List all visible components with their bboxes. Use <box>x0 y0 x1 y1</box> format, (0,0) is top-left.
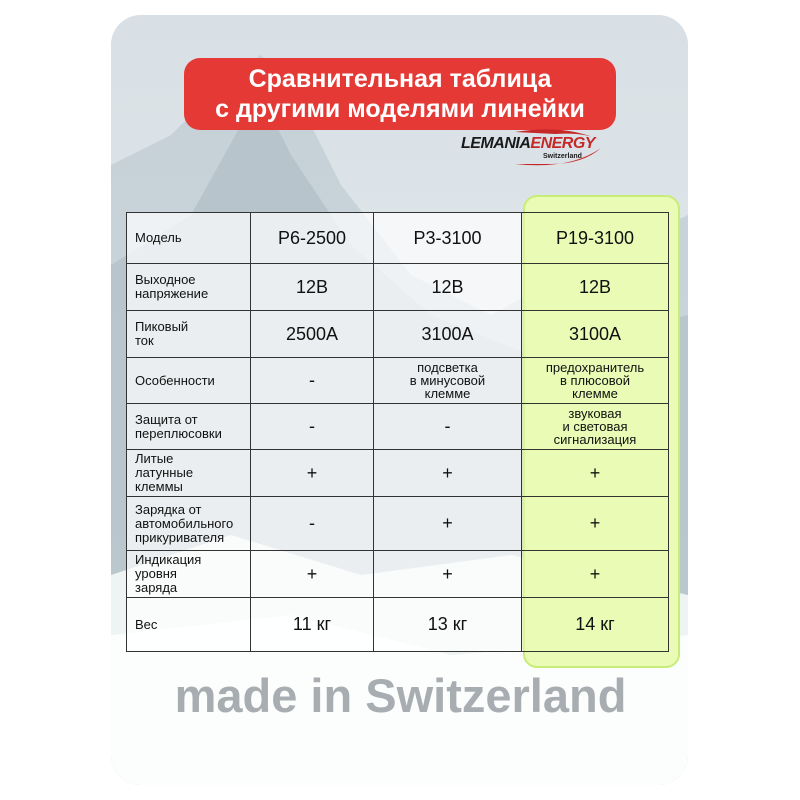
table-cell: 12В <box>251 264 374 311</box>
row-label: Защита от переплюсовки <box>127 404 251 450</box>
table-cell: 12В <box>374 264 522 311</box>
table-cell: - <box>251 404 374 450</box>
highlight-cell: 14 кг <box>522 598 669 652</box>
highlight-cell: + <box>522 551 669 598</box>
table-cell: + <box>251 450 374 497</box>
table-cell: - <box>374 404 522 450</box>
highlight-cell: 3100А <box>522 311 669 358</box>
title-line-1: Сравнительная таблица <box>248 65 552 93</box>
table-row <box>127 497 669 551</box>
highlight-cell: + <box>522 497 669 551</box>
row-label: Особенности <box>127 358 251 404</box>
row-label: Зарядка от автомобильного прикуривателя <box>127 497 251 551</box>
brand-logo <box>455 126 605 168</box>
row-label: Вес <box>127 598 251 652</box>
title-banner <box>184 58 616 130</box>
table-cell: 13 кг <box>374 598 522 652</box>
table-row <box>127 551 669 598</box>
logo-brand-part1: LEMANIA <box>461 135 531 152</box>
table-cell: 2500А <box>251 311 374 358</box>
table-row <box>127 358 669 404</box>
logo-brand-part2: ENERGY <box>530 135 595 152</box>
comparison-table <box>126 212 669 652</box>
table-cell: - <box>251 358 374 404</box>
table-row <box>127 404 669 450</box>
table-cell: P6-2500 <box>251 213 374 264</box>
table-cell: + <box>374 497 522 551</box>
table-cell: P3-3100 <box>374 213 522 264</box>
row-label: Модель <box>127 213 251 264</box>
table-row <box>127 213 669 264</box>
title-line-2: с другими моделями линейки <box>215 95 585 123</box>
highlight-cell: предохранитель в плюсовой клемме <box>522 358 669 404</box>
table-cell: 3100А <box>374 311 522 358</box>
table-row <box>127 264 669 311</box>
logo-brand-text <box>461 135 595 153</box>
highlight-cell: P19-3100 <box>522 213 669 264</box>
table-cell: + <box>374 551 522 598</box>
table-row <box>127 598 669 652</box>
highlight-cell: звуковая и световая сигнализация <box>522 404 669 450</box>
table-cell: + <box>374 450 522 497</box>
row-label: Пиковый ток <box>127 311 251 358</box>
table-row <box>127 450 669 497</box>
table-cell: - <box>251 497 374 551</box>
highlight-cell: 12В <box>522 264 669 311</box>
table-row <box>127 311 669 358</box>
table-cell: подсветка в минусовой клемме <box>374 358 522 404</box>
table-cell: + <box>251 551 374 598</box>
row-label: Выходное напряжение <box>127 264 251 311</box>
logo-subtext: Switzerland <box>543 153 582 160</box>
table-cell: 11 кг <box>251 598 374 652</box>
row-label: Индикация уровня заряда <box>127 551 251 598</box>
highlight-cell: + <box>522 450 669 497</box>
row-label: Литые латунные клеммы <box>127 450 251 497</box>
made-in-switzerland-text: made in Switzerland <box>174 669 627 722</box>
